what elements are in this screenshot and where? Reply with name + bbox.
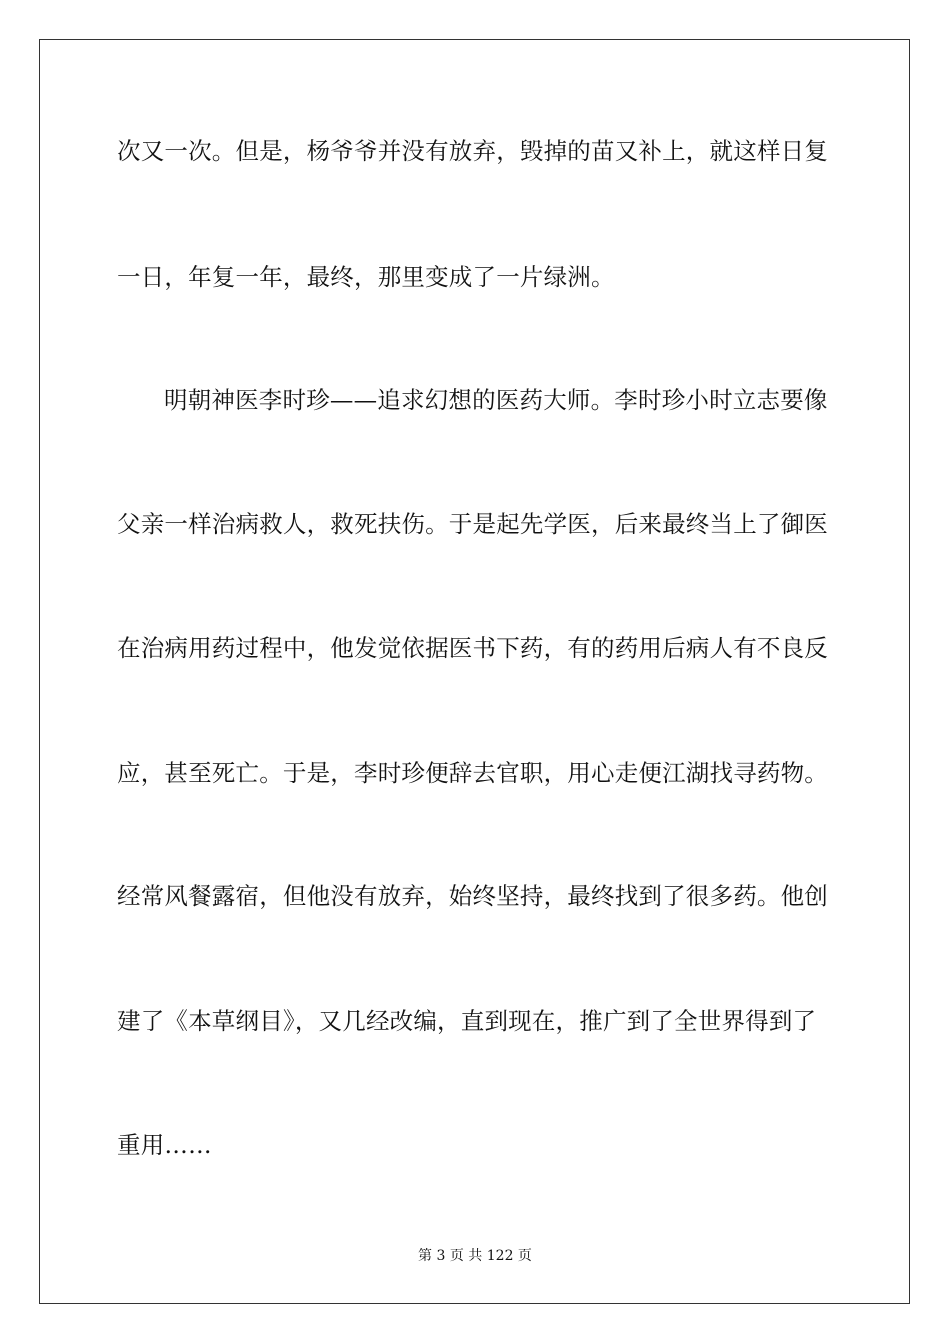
text-line-7: 经常风餐露宿，但他没有放弃，始终坚持，最终找到了很多药。他创: [117, 882, 828, 910]
text-line-4: 父亲一样治病救人，救死扶伤。于是起先学医，后来最终当上了御医: [117, 510, 828, 538]
text-line-3: 明朝神医李时珍——追求幻想的医药大师。李时珍小时立志要像: [164, 386, 828, 414]
page-number-footer: 第 3 页 共 122 页: [418, 1248, 532, 1264]
text-line-1: 次又一次。但是，杨爷爷并没有放弃，毁掉的苗又补上，就这样日复: [117, 137, 828, 165]
text-line-6: 应，甚至死亡。于是，李时珍便辞去官职，用心走便江湖找寻药物。: [117, 759, 828, 787]
text-line-2: 一日，年复一年，最终，那里变成了一片绿洲。: [117, 263, 615, 291]
text-line-5: 在治病用药过程中，他发觉依据医书下药，有的药用后病人有不良反: [117, 634, 828, 662]
page-border: [39, 39, 910, 1304]
text-line-9: 重用……: [117, 1131, 212, 1159]
text-line-8: 建了《本草纲目》，又几经改编，直到现在，推广到了全世界得到了: [117, 1007, 817, 1035]
